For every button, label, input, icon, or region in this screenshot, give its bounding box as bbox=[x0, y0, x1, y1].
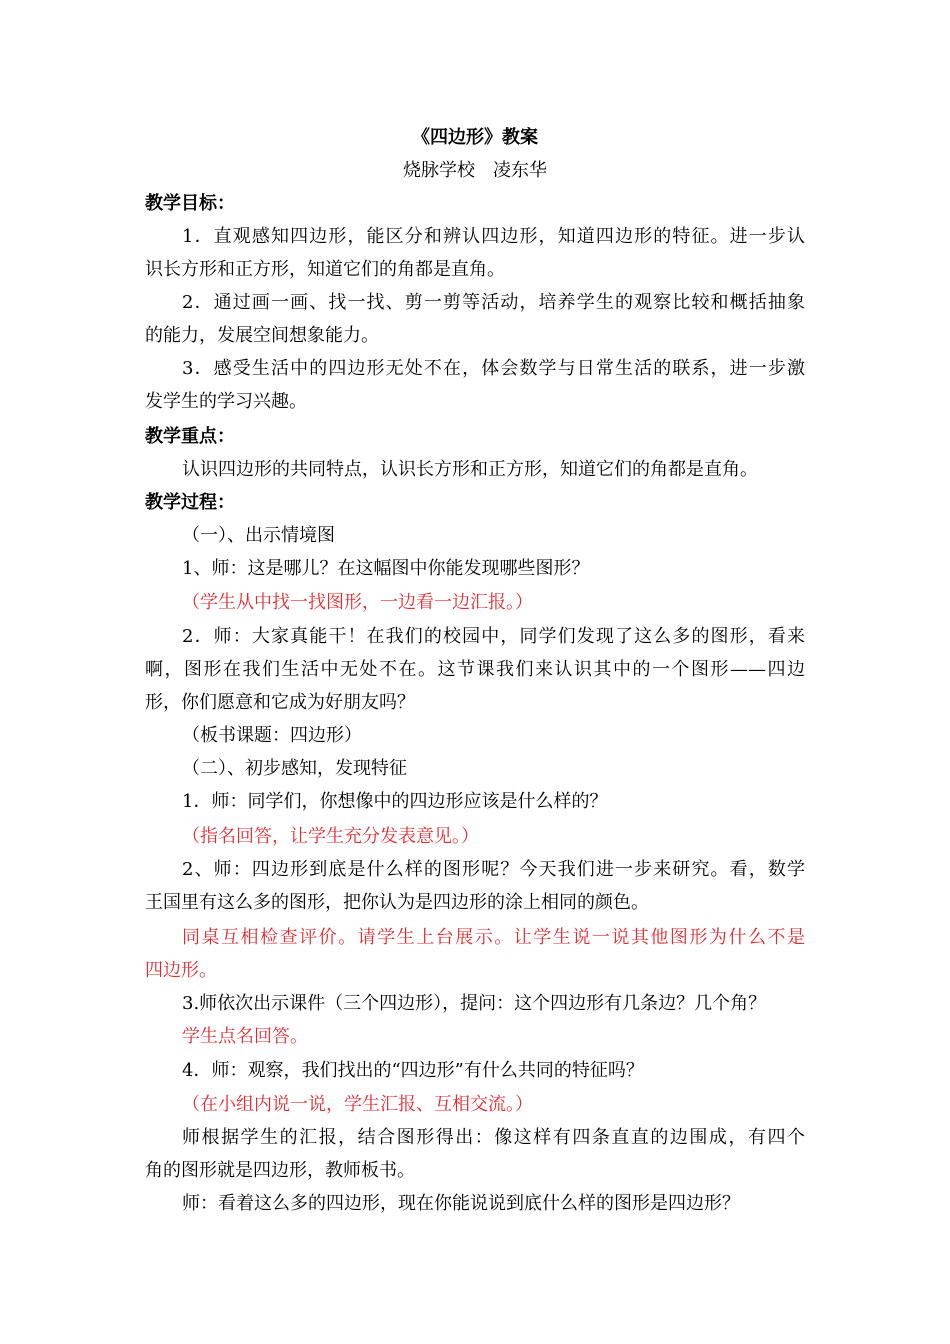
question-2-2-line-1: 2、师：四边形到底是什么样的图形呢？今天我们进一步来研究。看，数学 bbox=[182, 859, 805, 880]
process-heading: 教学过程： bbox=[145, 492, 235, 513]
goals-heading: 教学目标： bbox=[145, 193, 235, 214]
paragraph-2-line-2: 啊，图形在我们生活中无处不在。这节课我们来认识其中的一个图形——四边 bbox=[145, 659, 805, 680]
summary-line-1: 师根据学生的汇报，结合图形得出：像这样有四条直直的边围成，有四个 bbox=[182, 1127, 805, 1148]
key-point: 认识四边形的共同特点，认识长方形和正方形，知道它们的角都是直角。 bbox=[182, 459, 758, 480]
goal-1-line-2: 识长方形和正方形，知道它们的角都是直角。 bbox=[145, 259, 505, 280]
response-2-2-line-2: 四边形。 bbox=[145, 960, 217, 981]
key-heading: 教学重点： bbox=[145, 426, 235, 447]
goal-2-line-2: 的能力，发展空间想象能力。 bbox=[145, 325, 379, 346]
document-author: 烧脉学校 凌东华 bbox=[403, 160, 547, 181]
paragraph-2-line-3: 形，你们愿意和它成为好朋友吗？ bbox=[145, 692, 415, 713]
response-2-4: （在小组内说一说，学生汇报、互相交流。） bbox=[182, 1094, 533, 1115]
part-1-heading: （一）、出示情境图 bbox=[182, 525, 335, 546]
response-2-2-line-1: 同桌互相检查评价。请学生上台展示。让学生说一说其他图形为什么不是 bbox=[182, 927, 805, 948]
paragraph-2-line-1: 2．师：大家真能干！在我们的校园中，同学们发现了这么多的图形，看来 bbox=[182, 626, 805, 647]
document-title: 《四边形》教案 bbox=[412, 127, 538, 148]
response-2-3: 学生点名回答。 bbox=[182, 1026, 308, 1047]
summary-line-2: 角的图形就是四边形，教师板书。 bbox=[145, 1160, 415, 1181]
part-2-heading: （二）、初步感知，发现特征 bbox=[182, 758, 407, 779]
goal-2-line-1: 2．通过画一画、找一找、剪一剪等活动，培养学生的观察比较和概括抽象 bbox=[182, 292, 805, 313]
question-2-4: 4．师：观察，我们找出的“四边形”有什么共同的特征吗？ bbox=[182, 1060, 644, 1081]
board-note: （板书课题：四边形） bbox=[182, 725, 362, 746]
response-2-1: （指名回答，让学生充分发表意见。） bbox=[182, 826, 479, 847]
question-2-2-line-2: 王国里有这么多的图形，把你认为是四边形的涂上相同的颜色。 bbox=[145, 892, 649, 913]
goal-3-line-2: 发学生的学习兴趣。 bbox=[145, 391, 307, 412]
question-1: 1、师：这是哪儿？在这幅图中你能发现哪些图形？ bbox=[182, 558, 590, 579]
goal-1-line-1: 1．直观感知四边形，能区分和辨认四边形，知道四边形的特征。进一步认 bbox=[182, 226, 805, 247]
final-question: 师：看着这么多的四边形，现在你能说说到底什么样的图形是四边形？ bbox=[182, 1193, 740, 1214]
question-2-3: 3.师依次出示课件（三个四边形），提问：这个四边形有几条边？几个角？ bbox=[182, 993, 767, 1014]
question-2-1: 1．师：同学们，你想像中的四边形应该是什么样的？ bbox=[182, 791, 608, 812]
response-1: （学生从中找一找图形，一边看一边汇报。） bbox=[182, 592, 533, 613]
goal-3-line-1: 3．感受生活中的四边形无处不在，体会数学与日常生活的联系，进一步激 bbox=[182, 358, 805, 379]
